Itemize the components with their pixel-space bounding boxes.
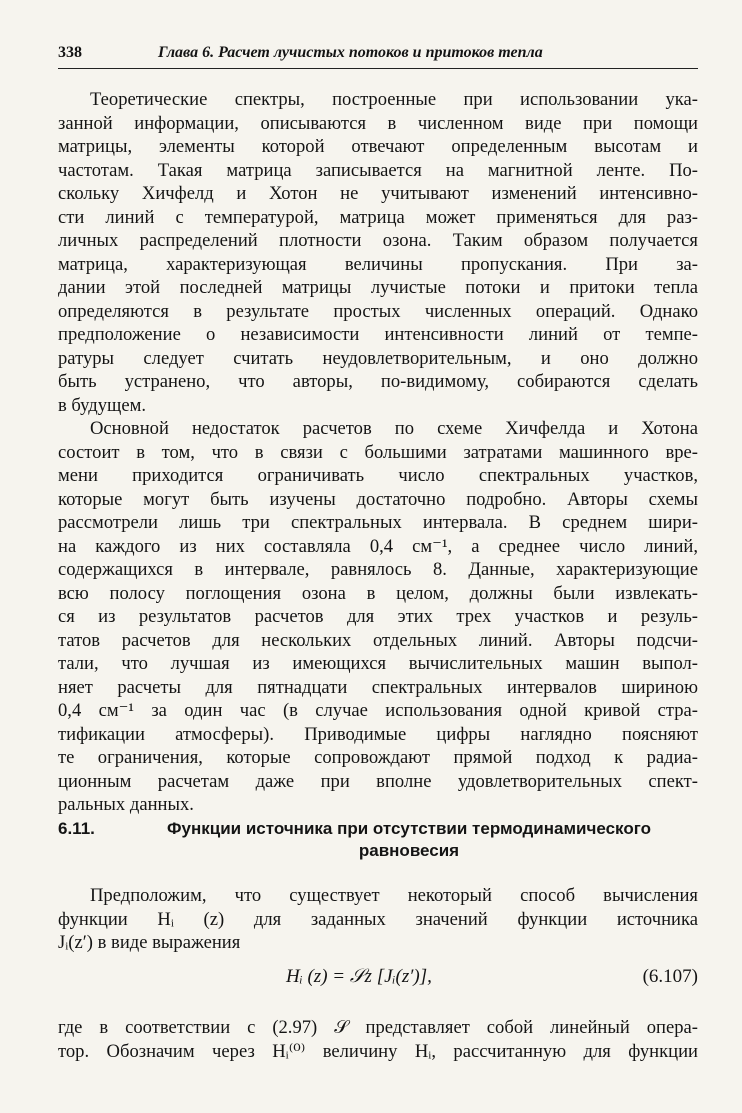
- text-line: татов расчетов для нескольких отдельных линий. Авторы подсчи-: [58, 629, 698, 651]
- equation-6-107: [58, 966, 698, 992]
- text-line: Теоретические спектры, построенные при использовании ука-: [90, 89, 698, 110]
- text-line: сти линий с температурой, матрица может применяться для раз-: [58, 206, 698, 228]
- text-line: рассмотрели лишь три спектральных интервала. В среднем шири-: [58, 512, 698, 533]
- text-line: на каждого из них составляла 0,4 см⁻¹, а среднее число линий,: [58, 535, 698, 557]
- text-line: которые могут быть изучены достаточно подробно. Авторы схемы: [58, 488, 698, 510]
- text-line: личных распределений плотности озона. Таким образом получается: [58, 230, 698, 251]
- text-line: скольку Хичфелд и Хотон не учитывают изменений интенсивно-: [58, 183, 698, 204]
- text-line: матрицы, элементы которой отвечают определенным высотам и: [58, 136, 698, 157]
- text-line: Предположим, что существует некоторый способ вычисления: [90, 885, 698, 906]
- text-line: занной информации, описываются в численном виде при помощи: [58, 112, 698, 134]
- text-line: частотам. Такая матрица записывается на магнитной ленте. По-: [58, 159, 698, 181]
- page-number: 338: [58, 44, 82, 61]
- running-header: [58, 44, 698, 66]
- text-line: 0,4 см⁻¹ за один час (в случае использования одной кривой стра-: [58, 700, 698, 721]
- text-line: ральных данных.: [58, 794, 194, 815]
- text-line: ся из результатов расчетов для этих трех участков и резуль-: [58, 606, 698, 627]
- text-line: где в соответствии с (2.97) 𝒮 представляет собой линейный опера-: [58, 1017, 698, 1038]
- text-line: Jᵢ(z′) в виде выражения: [58, 932, 241, 953]
- paragraph-2: [58, 417, 698, 817]
- text-line: дании этой последней матрицы лучистые потоки и притоки тепла: [58, 277, 698, 298]
- text-line: функции Hᵢ (z) для заданных значений функции источника: [58, 908, 698, 930]
- text-line: в будущем.: [58, 394, 147, 416]
- paragraph-1: [58, 88, 698, 417]
- running-title: Глава 6. Расчет лучистых потоков и притоков тепла: [158, 44, 543, 61]
- text-line: быть устранено, что авторы, по-видимому, собираются сделать: [58, 371, 698, 392]
- text-line: мени приходится ограничивать число спектральных участков,: [58, 465, 698, 486]
- text-line: матрица, характеризующая величины пропускания. При за-: [58, 253, 698, 275]
- text-line: тор. Обозначим через Hᵢ⁽⁰⁾ величину Hᵢ, рассчитанную для функции: [58, 1040, 698, 1062]
- paragraph-3: [58, 884, 698, 955]
- section-title-line-2: равновесия: [358, 841, 460, 860]
- text-line: Основной недостаток расчетов по схеме Хичфелда и Хотона: [90, 418, 698, 439]
- header-rule: [58, 68, 698, 69]
- equation-formula: Hᵢ (z) = 𝒮z [Jᵢ(z′)],: [286, 966, 432, 987]
- text-line: всю полосу поглощения озона в целом, должны были извлекать-: [58, 582, 698, 604]
- section-title-line-1: Функции источника при отсутствии термодинамического: [167, 819, 651, 838]
- paragraph-4: [58, 1016, 698, 1063]
- text-line: предположение о независимости интенсивности линий от темпе-: [58, 324, 698, 345]
- text-line: те ограничения, которые сопровождают прямой подход к радиа-: [58, 747, 698, 768]
- text-line: ционным расчетам даже при вполне удовлетворительных спект-: [58, 770, 698, 792]
- text-line: определяются в результате простых численных операций. Однако: [58, 300, 698, 322]
- text-line: содержащихся в интервале, равнялось 8. Данные, характеризующие: [58, 559, 698, 580]
- text-line: состоит в том, что в связи с большими затратами машинного вре-: [58, 441, 698, 463]
- section-title: [120, 818, 698, 862]
- text-line: тали, что лучшая из имеющихся вычислительных машин выпол-: [58, 653, 698, 674]
- text-line: ратуры следует считать неудовлетворительным, и оно должно: [58, 347, 698, 369]
- equation-number: (6.107): [642, 966, 698, 987]
- text-line: няет расчеты для пятнадцати спектральных интервалов шириною: [58, 676, 698, 698]
- text-line: тификации атмосферы). Приводимые цифры наглядно поясняют: [58, 723, 698, 745]
- section-number: 6.11.: [58, 819, 95, 838]
